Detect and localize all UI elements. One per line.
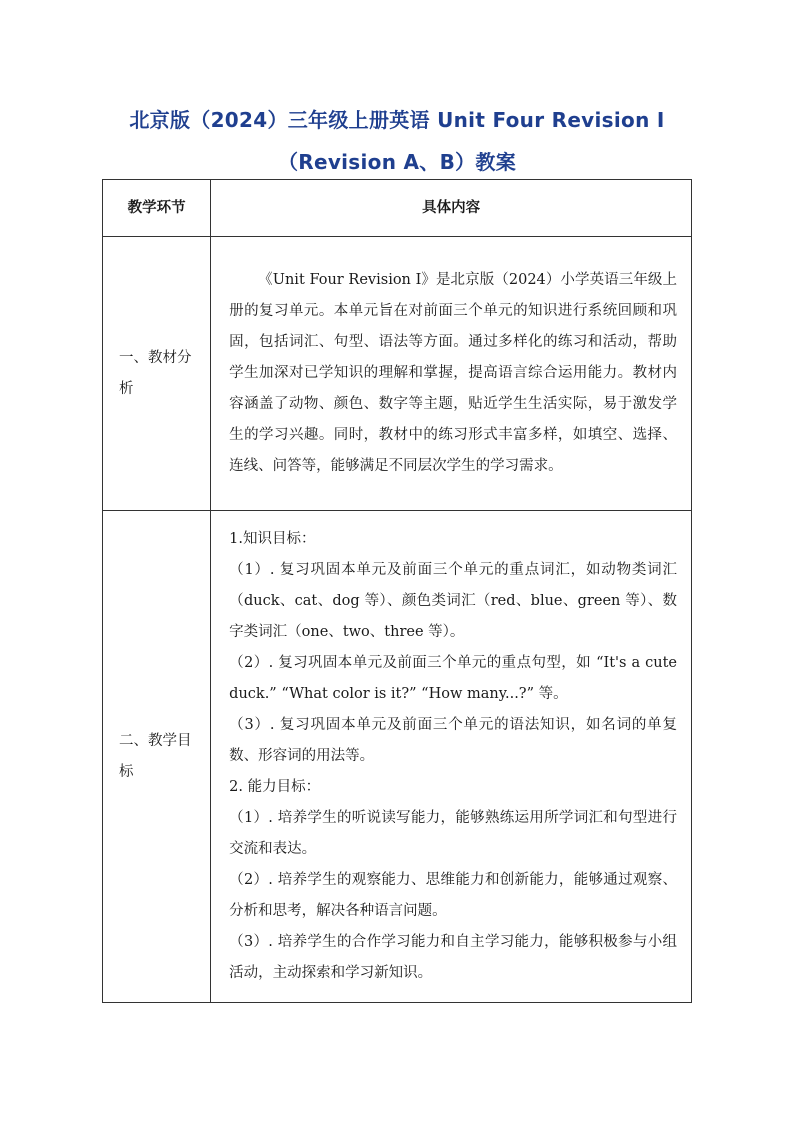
paragraph: （2）. 复习巩固本单元及前面三个单元的重点句型，如 “It's a cute duck.” “What color is it?” “How many...?” 等。 <box>229 655 677 702</box>
lesson-plan-table <box>102 179 692 1003</box>
table-row <box>103 237 692 511</box>
row-content-textbook-analysis <box>211 237 692 511</box>
paragraph: （2）. 培养学生的观察能力、思维能力和创新能力，能够通过观察、分析和思考，解决各种语言问题。 <box>229 872 677 919</box>
document-title-line-2: （Revision A、B）教案 <box>277 150 517 174</box>
paragraph: （1）. 复习巩固本单元及前面三个单元的重点词汇，如动物类词汇（duck、cat、dog 等）、颜色类词汇（red、blue、green 等）、数字类词汇（one、two、three 等）。 <box>229 562 677 640</box>
header-cell-content: 具体内容 <box>211 180 692 237</box>
table-header-row <box>103 180 692 237</box>
row-label-textbook-analysis: 一、教材分析 <box>103 237 211 511</box>
table-row <box>103 511 692 1003</box>
document-title-line-1: 北京版（2024）三年级上册英语 Unit Four Revision Ⅰ <box>129 108 665 132</box>
paragraph: （3）. 复习巩固本单元及前面三个单元的语法知识，如名词的单复数、形容词的用法等。 <box>229 717 677 764</box>
paragraph: 1.知识目标： <box>229 531 316 547</box>
paragraph: 《Unit Four Revision Ⅰ》是北京版（2024）小学英语三年级上册的复习单元。本单元旨在对前面三个单元的知识进行系统回顾和巩固，包括词汇、句型、语法等方面。通过多样化的练习和活动，帮助学生加深对已学知识的理解和掌握，提高语言综合运用能力。教材内容涵盖了动物、颜色、数字等主题，贴近学生生活实际，易于激发学生的学习兴趣。同时，教材中的练习形式丰富多样，如填空、选择、连线、问答等，能够满足不同层次学生的学习需求。 <box>229 272 677 474</box>
paragraph: 2. 能力目标： <box>229 779 321 795</box>
row-label-teaching-objectives: 二、教学目标 <box>103 511 211 1003</box>
row-content-teaching-objectives <box>211 511 692 1003</box>
paragraph: （3）. 培养学生的合作学习能力和自主学习能力，能够积极参与小组活动，主动探索和学习新知识。 <box>229 934 677 981</box>
header-cell-stage: 教学环节 <box>103 180 211 237</box>
paragraph: （1）. 培养学生的听说读写能力，能够熟练运用所学词汇和句型进行交流和表达。 <box>229 810 677 857</box>
